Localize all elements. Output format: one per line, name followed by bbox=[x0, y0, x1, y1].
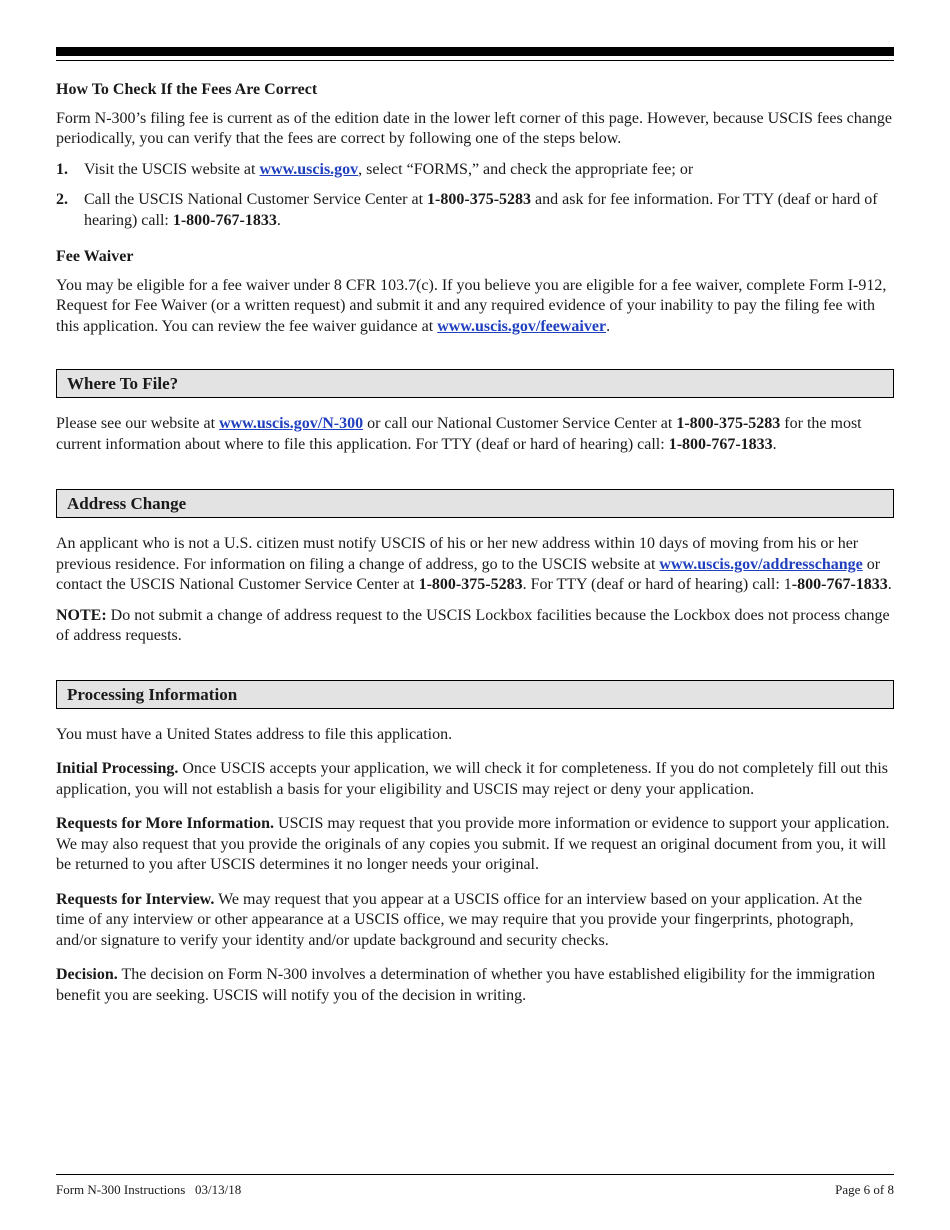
tty-number: 1-800-767-1833 bbox=[172, 211, 277, 229]
step-number: 2. bbox=[56, 191, 68, 208]
step-text-part: and ask for fee information. For TTY (deaf or hard of hearing) call: bbox=[84, 191, 878, 229]
tty-number: 1-800-767-1833 bbox=[668, 435, 773, 453]
requests-interview-label: Requests for Interview. bbox=[56, 890, 215, 908]
address-change-text bbox=[56, 534, 894, 596]
text-part: . bbox=[887, 576, 892, 593]
note-text: Do not submit a change of address request to the USCIS Lockbox facilities because the Lockbox does not process change of address requests. bbox=[56, 606, 890, 644]
n300-link[interactable]: www.uscis.gov/N-300 bbox=[219, 415, 364, 432]
processing-intro: You must have a United States address to file this application. bbox=[56, 725, 453, 743]
text-part: Please see our website at bbox=[56, 415, 220, 432]
note-label: NOTE: bbox=[56, 606, 107, 624]
step-text-part: Visit the USCIS website at bbox=[84, 160, 260, 178]
text-part: An applicant who is not a U.S. citizen must notify USCIS of his or her new address within 10 days of moving from his or her previous residence. For information on filing a change of address, go to the USCIS website at bbox=[56, 535, 859, 573]
phone-number: 1-800-375-5283 bbox=[418, 576, 523, 593]
where-to-file-text bbox=[56, 414, 894, 455]
processing-information-heading: Processing Information bbox=[56, 680, 894, 709]
text-part: for the most current information about where to file this application. For TTY (deaf or hard of hearing) call: bbox=[56, 415, 862, 453]
where-to-file-heading: Where To File? bbox=[56, 369, 894, 398]
decision-text: The decision on Form N-300 involves a determination of whether you have established eligibility for the immigration benefit you are seeking. USCIS will notify you of the decision in writing. bbox=[56, 966, 876, 1004]
header-thin-rule bbox=[56, 60, 894, 61]
fees-step-1 bbox=[56, 160, 894, 181]
uscis-website-link[interactable]: www.uscis.gov bbox=[259, 160, 359, 178]
step-text bbox=[84, 160, 894, 181]
fee-waiver-link[interactable]: www.uscis.gov/feewaiver bbox=[437, 317, 607, 335]
initial-processing-label: Initial Processing. bbox=[56, 760, 179, 777]
address-note bbox=[56, 606, 894, 647]
step-text-part: Call the USCIS National Customer Service Center at bbox=[84, 191, 428, 208]
text-part: or call our National Customer Service Center at bbox=[363, 415, 677, 432]
text-part: . bbox=[772, 435, 777, 453]
text-part: . For TTY (deaf or hard of hearing) call: 1 bbox=[522, 576, 792, 593]
step-text-part: , select “FORMS,” and check the appropriate fee; or bbox=[358, 160, 694, 178]
fees-heading: How To Check If the Fees Are Correct bbox=[56, 81, 318, 98]
header-thick-rule bbox=[56, 47, 894, 56]
fees-intro: Form N-300’s filing fee is current as of the edition date in the lower left corner of this page. However, because USCIS fees change periodically, you can verify that the fees are correct by following one of the steps below. bbox=[56, 109, 892, 147]
requests-more-info-text: USCIS may request that you provide more information or evidence to support your application. We may also request that you provide the originals of any copies you submit. If we request an original document from you, it will be returned to you after USCIS determines it no longer needs your original. bbox=[56, 815, 890, 873]
initial-processing bbox=[56, 759, 894, 800]
phone-number: 1-800-375-5283 bbox=[676, 415, 781, 432]
form-edition-label: Form N-300 Instructions 03/13/18 bbox=[56, 1182, 242, 1197]
text-part: or contact the USCIS National Customer Service Center at bbox=[56, 555, 881, 593]
tty-number: -800-767-1833 bbox=[791, 576, 888, 593]
fee-waiver-heading: Fee Waiver bbox=[56, 248, 134, 265]
footer-rule bbox=[56, 1174, 894, 1175]
text-part: You may be eligible for a fee waiver under 8 CFR 103.7(c). If you believe you are eligible for a fee waiver, complete Form I-912, Request for Fee Waiver (or a written request) and submit it and any required evidence of your inability to pay the filing fee with this application. You can review the fee waiver guidance at bbox=[56, 276, 887, 335]
step-text-part: . bbox=[276, 211, 281, 229]
step-text bbox=[84, 190, 894, 231]
fees-step-2 bbox=[56, 190, 894, 231]
decision bbox=[56, 965, 894, 1006]
address-change-heading: Address Change bbox=[56, 489, 894, 518]
requests-more-info-label: Requests for More Information. bbox=[56, 815, 275, 832]
fee-waiver-text bbox=[56, 276, 894, 338]
page-number: Page 6 of 8 bbox=[835, 1182, 894, 1197]
page-content bbox=[56, 80, 894, 1016]
decision-label: Decision. bbox=[56, 966, 118, 983]
step-number: 1. bbox=[56, 160, 68, 178]
requests-interview bbox=[56, 890, 894, 952]
requests-interview-text: We may request that you appear at a USCIS office for an interview based on your application. At the time of any interview or other appearance at a USCIS office, we may require that you provide your fingerprints, photograph, and/or signature to verify your identity and/or update background and security checks. bbox=[56, 890, 863, 949]
text-part: . bbox=[606, 317, 611, 335]
address-change-link[interactable]: www.uscis.gov/addresschange bbox=[659, 555, 863, 573]
phone-number: 1-800-375-5283 bbox=[427, 191, 532, 208]
initial-processing-text: Once USCIS accepts your application, we will check it for completeness. If you do not completely fill out this application, you will not establish a basis for your eligibility and USCIS may reject or deny your application. bbox=[56, 760, 888, 798]
requests-more-info bbox=[56, 814, 894, 876]
